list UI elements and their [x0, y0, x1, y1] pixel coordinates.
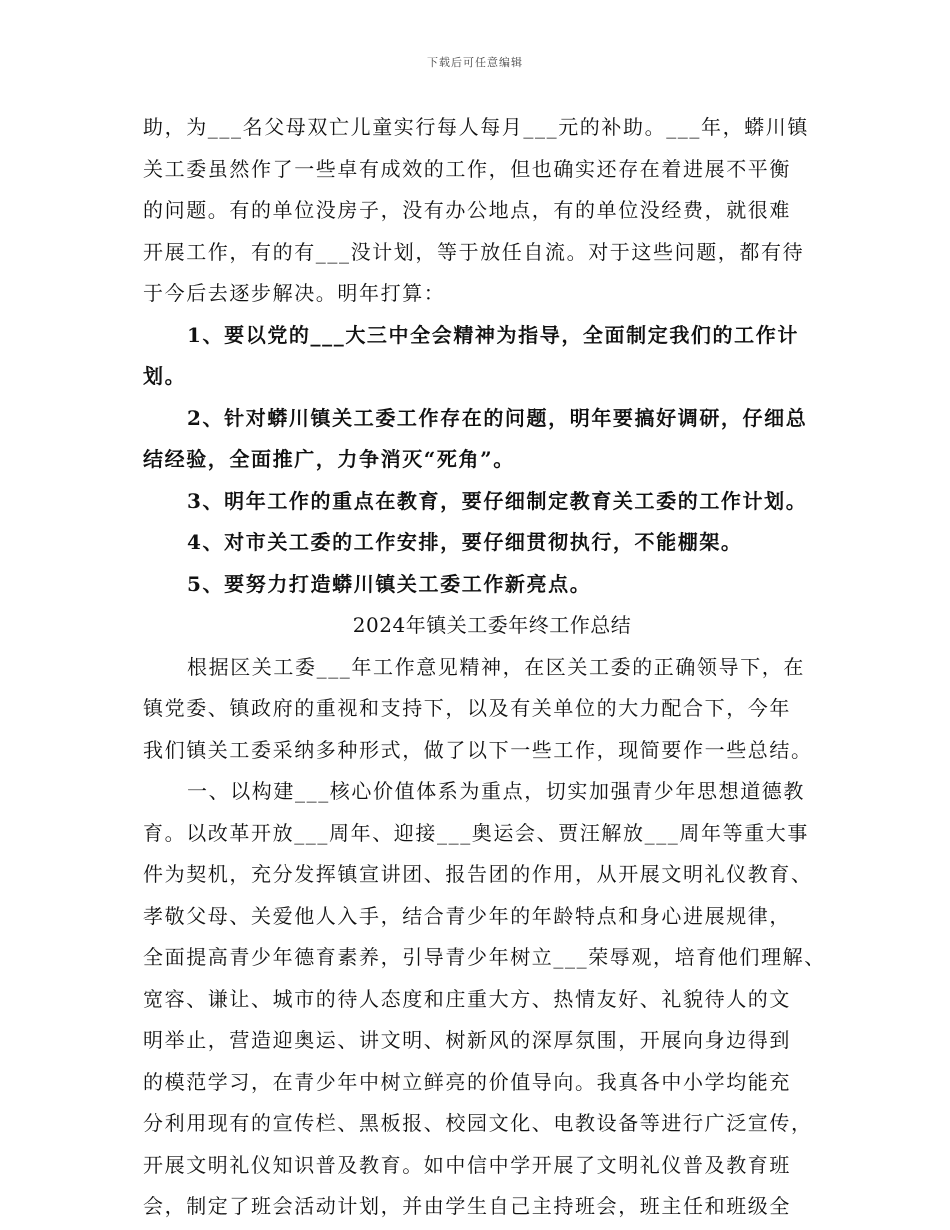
paragraph-line: 的模范学习，在青少年中树立鲜亮的价值导向。我真各中小学均能充 — [143, 1069, 791, 1094]
paragraph-line: 孝敬父母、关爱他人入手，结合青少年的年龄特点和身心进展规律， — [143, 903, 791, 928]
paragraph-line: 明举止，营造迎奥运、讲文明、树新风的深厚氛围，开展向身边得到 — [143, 1028, 791, 1052]
plan-item-4: 4、对市关工委的工作安排，要仔细贯彻执行，不能棚架。 — [187, 530, 743, 554]
paragraph-line: 的问题。有的单位没房子，没有办公地点，有的单位没经费，就很难 — [143, 198, 791, 222]
paragraph-line: 开展工作，有的有___没计划，等于放任自流。对于这些问题，都有待 — [143, 239, 805, 264]
paragraph-line: 分利用现有的宣传栏、黑板报、校园文化、电教设备等进行广泛宣传， — [143, 1111, 813, 1135]
paragraph-line: 全面提高青少年德育素养，引导青少年树立___荣辱观，培育他们理解、 — [143, 945, 826, 969]
plan-item-3: 3、明年工作的重点在教育，要仔细制定教育关工委的工作计划。 — [187, 488, 808, 513]
paragraph-line: 关工委虽然作了一些卓有成效的工作，但也确实还存在着进展不平衡 — [143, 156, 791, 181]
paragraph-line: 于今后去逐步解决。明年打算： — [143, 281, 446, 305]
paragraph-line: 一、以构建___核心价值体系为重点，切实加强青少年思想道德教 — [187, 779, 805, 803]
document-body — [143, 107, 826, 1228]
plan-item-1-cont: 划。 — [143, 364, 187, 388]
plan-item-2-cont: 结经验，全面推广，力争消灭“死角”。 — [143, 447, 515, 471]
paragraph-line: 开展文明礼仪知识普及教育。如中信中学开展了文明礼仪普及教育班 — [143, 1152, 791, 1177]
paragraph-line: 会，制定了班会活动计划，并由学生自己主持班会，班主任和班级全 — [143, 1194, 791, 1218]
paragraph-line: 镇党委、镇政府的重视和支持下，以及有关单位的大力配合下，今年 — [143, 696, 791, 720]
plan-item-1: 1、要以党的___大三中全会精神为指导，全面制定我们的工作计 — [187, 322, 799, 347]
paragraph-line: 宽容、谦让、城市的待人态度和庄重大方、热情友好、礼貌待人的文 — [143, 986, 791, 1011]
paragraph-line: 育。以改革开放___周年、迎接___奥运会、贾汪解放___周年等重大事 — [143, 820, 809, 845]
plan-item-2: 2、针对蟒川镇关工委工作存在的问题，明年要搞好调研，仔细总 — [187, 405, 808, 430]
paragraph-line: 我们镇关工委采纳多种形式，做了以下一些工作，现简要作一些总结。 — [143, 737, 813, 762]
paragraph-line: 助，为___名父母双亡儿童实行每人每月___元的补助。___年，蟒川镇 — [143, 115, 809, 139]
paragraph-line: 根据区关工委___年工作意见精神，在区关工委的正确领导下，在 — [187, 654, 805, 679]
paragraph-line: 件为契机，充分发挥镇宣讲团、报告团的作用，从开展文明礼仪教育、 — [143, 862, 813, 886]
section-title: 2024年镇关工委年终工作总结 — [352, 613, 632, 637]
plan-item-5: 5、要努力打造蟒川镇关工委工作新亮点。 — [187, 571, 592, 596]
page-header: 下载后可任意编辑 — [427, 56, 523, 69]
